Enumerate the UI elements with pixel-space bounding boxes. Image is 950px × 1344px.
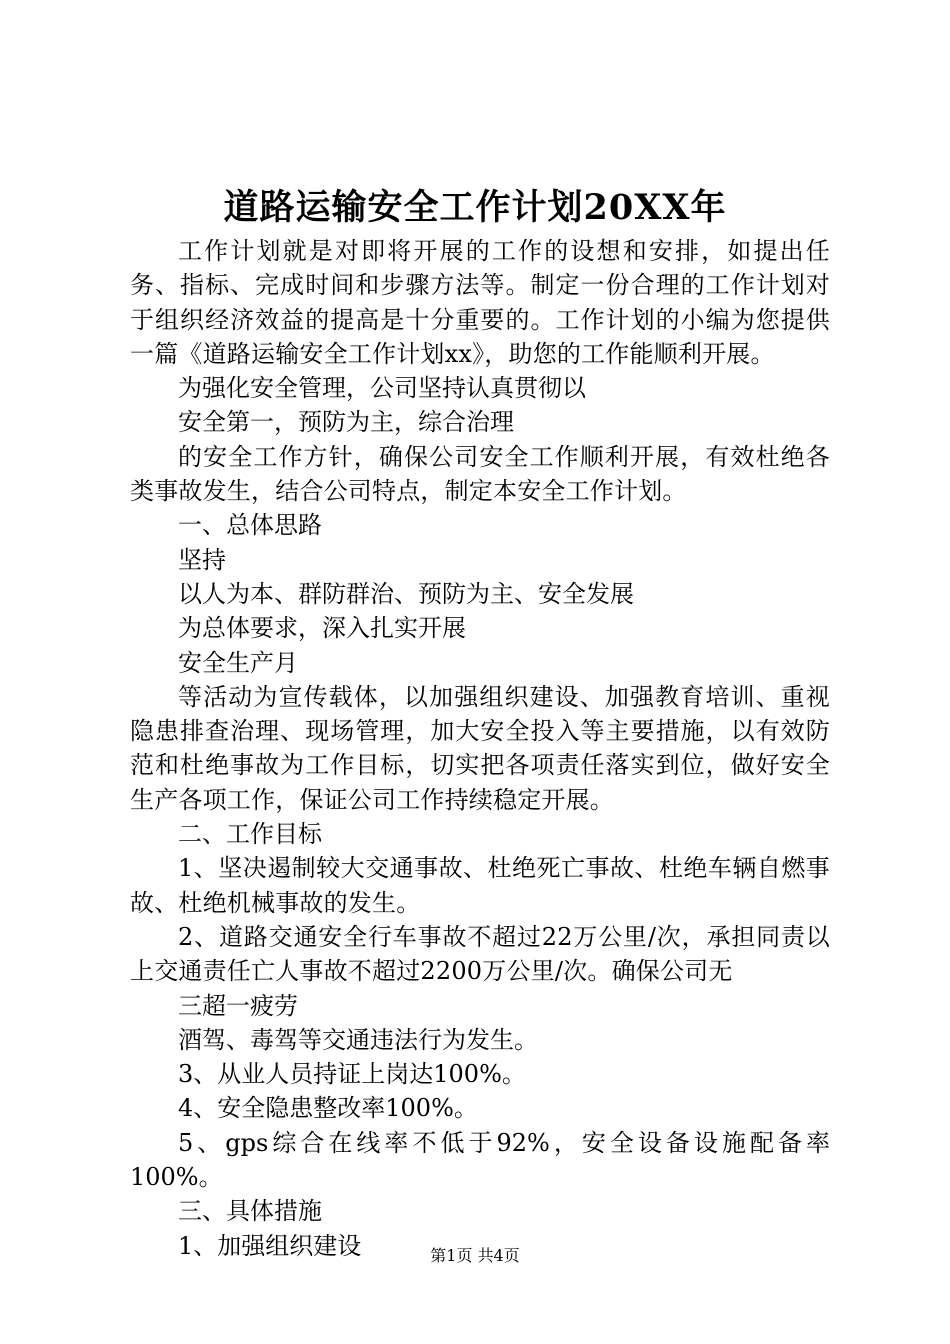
body-paragraph: 安全第一，预防为主，综合治理 bbox=[178, 408, 514, 437]
body-paragraph: 的安全工作方针，确保公司安全工作顺利开展，有效杜绝各类事故发生，结合公司特点，制定本安全工作计划。 bbox=[130, 442, 830, 506]
body-paragraph: 以人为本、群防群治、预防为主、安全发展 bbox=[178, 579, 634, 608]
list-item: 4、安全隐患整改率100%。 bbox=[178, 1094, 478, 1123]
list-item: 5、gps综合在线率不低于92%，安全设备设施配备率100%。 bbox=[130, 1128, 830, 1192]
page-footer: 第1页 共4页 bbox=[430, 1246, 520, 1265]
body-paragraph: 三超一疲劳 bbox=[178, 991, 298, 1020]
intro-paragraph: 工作计划就是对即将开展的工作的设想和安排，如提出任务、指标、完成时间和步骤方法等。制定一份合理的工作计划对于组织经济效益的提高是十分重要的。工作计划的小编为您提供一篇《道路运输安全工作计划xx》，助您的工作能顺利开展。 bbox=[130, 237, 830, 368]
body-paragraph: 酒驾、毒驾等交通违法行为发生。 bbox=[178, 1025, 538, 1054]
body-paragraph: 安全生产月 bbox=[178, 648, 298, 677]
list-item: 3、从业人员持证上岗达100%。 bbox=[178, 1060, 526, 1089]
body-paragraph: 为总体要求，深入扎实开展 bbox=[178, 614, 466, 643]
section-heading: 二、工作目标 bbox=[178, 820, 322, 849]
list-item: 1、加强组织建设 bbox=[178, 1231, 362, 1260]
body-paragraph: 为强化安全管理，公司坚持认真贯彻以 bbox=[178, 374, 586, 403]
list-item: 2、道路交通安全行车事故不超过22万公里/次，承担同责以上交通责任亡人事故不超过2200万公里/次。确保公司无 bbox=[130, 922, 830, 986]
body-paragraph: 坚持 bbox=[178, 545, 226, 574]
body-paragraph: 等活动为宣传载体，以加强组织建设、加强教育培训、重视隐患排查治理、现场管理，加大安全投入等主要措施，以有效防范和杜绝事故为工作目标，切实把各项责任落实到位，做好安全生产各项工作，保证公司工作持续稳定开展。 bbox=[130, 682, 830, 814]
section-heading: 一、总体思路 bbox=[178, 511, 322, 540]
list-item: 1、坚决遏制较大交通事故、杜绝死亡事故、杜绝车辆自燃事故、杜绝机械事故的发生。 bbox=[130, 854, 830, 917]
document-body bbox=[130, 234, 830, 1263]
section-heading: 三、具体措施 bbox=[178, 1197, 322, 1226]
document-title: 道路运输安全工作计划20XX年 bbox=[223, 187, 727, 228]
